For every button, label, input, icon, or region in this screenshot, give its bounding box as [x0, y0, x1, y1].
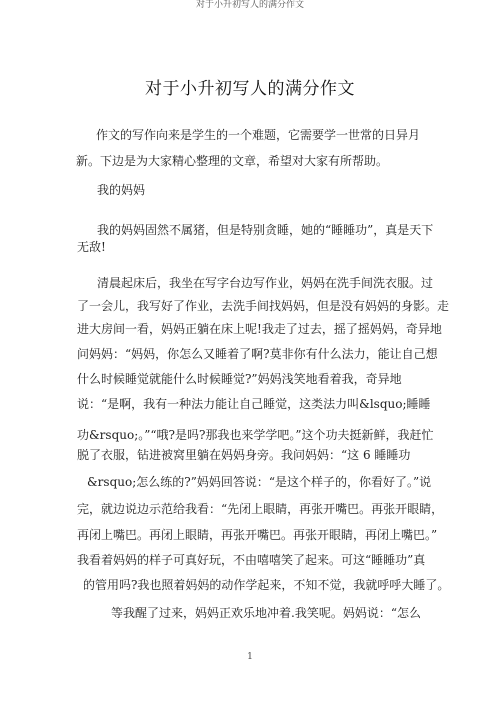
body-line: 问妈妈：“妈妈，你怎么又睡着了啊?莫非你有什么法力，能让自己想 [77, 347, 438, 361]
body-line: 功&rsquo;。”“哦?是吗?那我也来学学吧。”这个功夫挺新鲜，我赶忙 [77, 428, 434, 442]
body-line: 我看着妈妈的样子可真好玩，不由嘻嘻笑了起来。可这“睡睡功”真 [77, 553, 426, 567]
body-line: 什么时候睡觉就能什么时候睡觉?”妈妈浅笑地看着我，奇异地 [77, 372, 402, 386]
body-line: 清晨起床后，我坐在写字台边写作业，妈妈在洗手间洗衣服。过 [97, 276, 434, 290]
body-line: 新。下边是为大家精心整理的文章，希望对大家有所帮助。 [76, 154, 389, 168]
body-line: 再闭上嘴巴。再闭上眼睛，再张开嘴巴。再张开眼睛，再闭上嘴巴。” [77, 528, 438, 542]
body-line: 进大房间一看，妈妈正躺在床上呢!我走了过去，摇了摇妈妈，奇异地 [77, 322, 442, 336]
page-number: 1 [247, 652, 253, 662]
body-line: 了一会儿，我写好了作业，去洗手间找妈妈，但是没有妈妈的身影。走 [77, 299, 450, 313]
body-line: 完，就边说边示范给我看：“先闭上眼睛，再张开嘴巴。再张开眼睛， [77, 502, 444, 516]
article-title: 对于小升初写人的满分作文 [145, 79, 355, 99]
page-header: 对于小升初写人的满分作文 [195, 0, 304, 10]
body-line: 脱了衣服，钻进被窝里躺在妈妈身旁。我问妈妈：“这 6 睡睡功 [77, 448, 411, 462]
body-line: &rsquo;怎么练的?”妈妈回答说：“是这个样子的，你看好了。”说 [87, 475, 432, 489]
body-line: 的管用吗?我也照着妈妈的动作学起来，不知不觉，我就呼呼大睡了。 [83, 578, 450, 592]
body-line: 等我醒了过来，妈妈正欢乐地冲着.我笑呢。妈妈说：“怎么 [111, 606, 421, 620]
body-line: 我的妈妈固然不属猪，但是特别贪睡，她的“睡睡功”，真是天下 [97, 223, 434, 237]
section-heading: 我的妈妈 [97, 183, 146, 197]
body-line: 无敌! [77, 240, 106, 254]
body-line: 说：“是啊，我有一种法力能让自己睡觉，这类法力叫&lsquo;睡睡 [77, 397, 431, 411]
body-line: 作文的写作向来是学生的一个难题，它需要学一世常的日异月 [96, 128, 421, 142]
